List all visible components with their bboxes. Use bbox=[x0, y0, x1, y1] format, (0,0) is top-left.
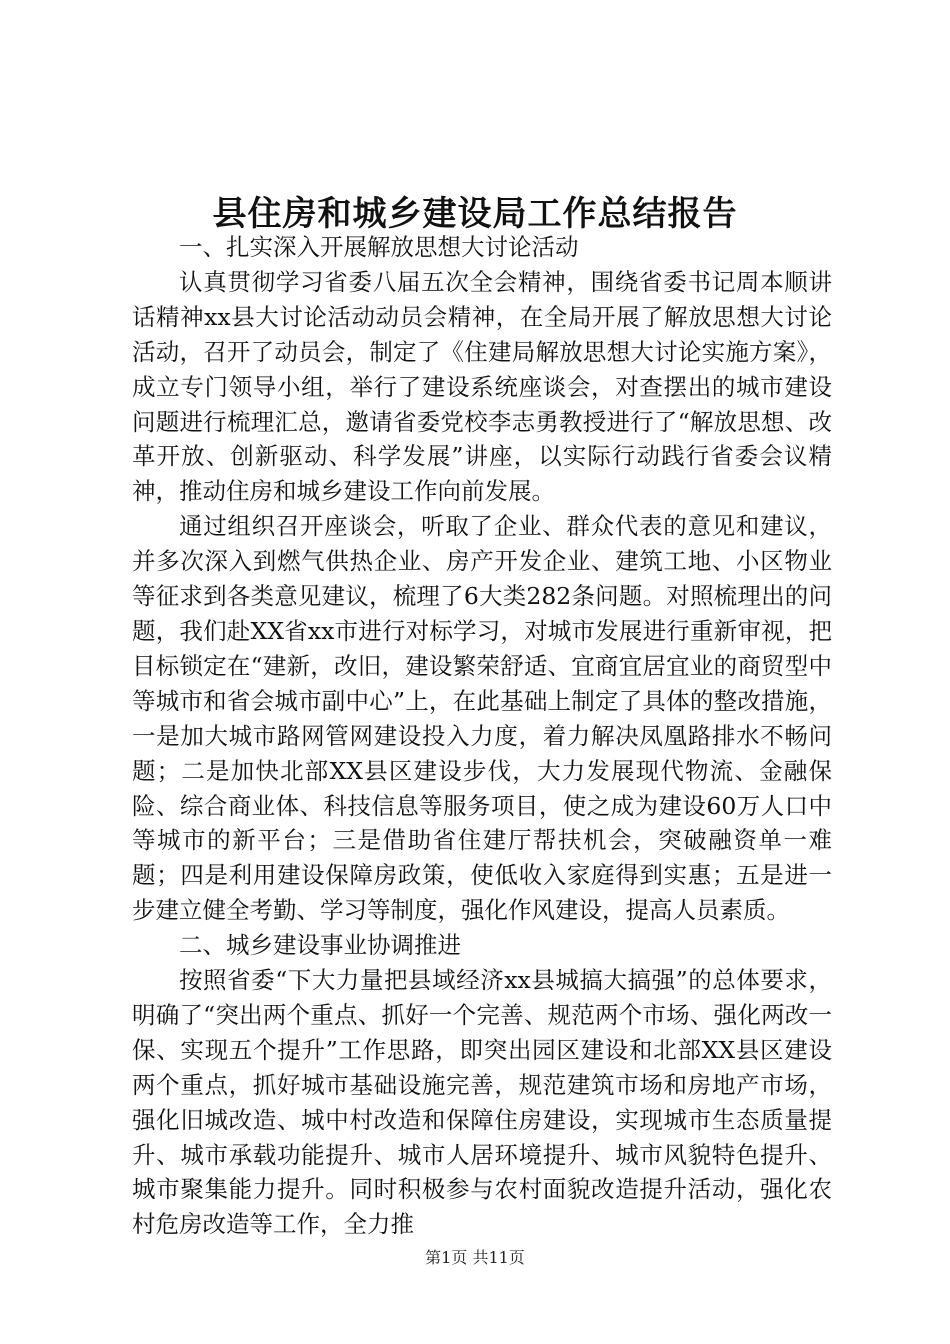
page-footer: 第1页 共11页 bbox=[425, 1248, 525, 1267]
paragraph-2: 通过组织召开座谈会，听取了企业、群众代表的意见和建议，并多次深入到燃气供热企业、房产开发企业、建筑工地、小区物业等征求到各类意见建议，梳理了6大类282条问题。对照梳理出的问题，我们赴XX省xx市进行对标学习，对城市发展进行重新审视，把目标锁定在“建新，改旧，建设繁荣舒适、宜商宜居宜业的商贸型中等城市和省会城市副中心”上，在此基础上制定了具体的整改措施，一是加大城市路网管网建设投入力度，着力解决凤凰路排水不畅问题；二是加快北部XX县区建设步伐，大力发展现代物流、金融保险、综合商业体、科技信息等服务项目，使之成为建设60万人口中等城市的新平台；三是借助省住建厅帮扶机会，突破融资单一难题；四是利用建设保障房政策，使低收入家庭得到实惠；五是进一步建立健全考勤、学习等制度，强化作风建设，提高人员素质。 bbox=[132, 512, 832, 925]
paragraph-1: 认真贯彻学习省委八届五次全会精神，围绕省委书记周本顺讲话精神xx县大讨论活动动员会精神，在全局开展了解放思想大讨论活动，召开了动员会，制定了《住建局解放思想大讨论实施方案》，成立专门领导小组，举行了建设系统座谈会，对查摆出的城市建设问题进行梳理汇总，邀请省委党校李志勇教授进行了“解放思想、改革开放、创新驱动、科学发展”讲座，以实际行动践行省委会议精神，推动住房和城乡建设工作向前发展。 bbox=[132, 267, 832, 506]
paragraph-3: 按照省委“下大力量把县域经济xx县城搞大搞强”的总体要求，明确了“突出两个重点、抓好一个完善、规范两个市场、强化两改一保、实现五个提升”工作思路，即突出园区建设和北部XX县区建设两个重点，抓好城市基础设施完善，规范建筑市场和房地产市场，强化旧城改造、城中村改造和保障住房建设，实现城市生态质量提升、城市承载功能提升、城市人居环境提升、城市风貌特色提升、城市聚集能力提升。同时积极参与农村面貌改造提升活动，强化农村危房改造等工作，全力推 bbox=[132, 966, 832, 1239]
document-body bbox=[132, 230, 832, 1242]
document-title: 县住房和城乡建设局工作总结报告 bbox=[212, 194, 738, 234]
section-heading-2: 二、城乡建设事业协调推进 bbox=[179, 931, 461, 960]
section-heading-1: 一、扎实深入开展解放思想大讨论活动 bbox=[179, 233, 579, 261]
